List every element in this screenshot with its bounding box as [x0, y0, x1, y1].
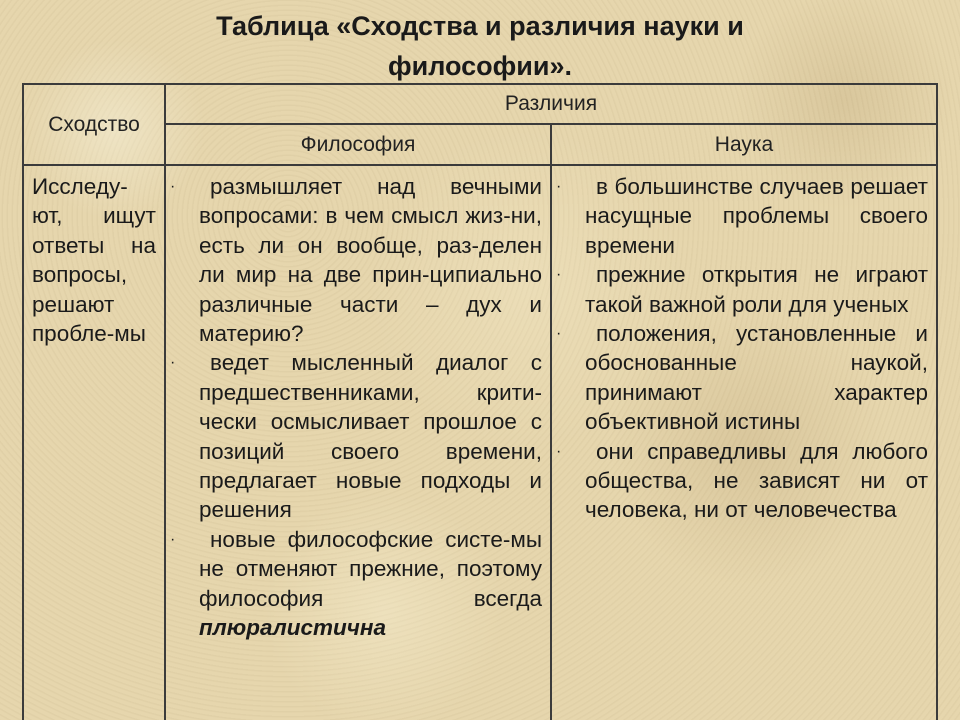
- science-item: [554, 437, 928, 525]
- title-line-2: философии».: [387, 51, 572, 81]
- page-title: [0, 6, 960, 86]
- bullet: ·: [556, 442, 562, 460]
- science-item-text: в большинстве случаев решает насущные проблемы своего времени: [585, 174, 928, 258]
- bullet: ·: [556, 266, 562, 284]
- philosophy-item-text: [199, 525, 542, 643]
- bullet: ·: [170, 178, 176, 195]
- philosophy-emphasis: плюралистична: [199, 615, 386, 641]
- philosophy-list: [168, 172, 542, 643]
- column-divider-philosophy-science: [550, 123, 552, 720]
- header-philosophy: Философия: [300, 132, 416, 156]
- philosophy-item-text: размышляет над вечными вопросами: в чем смысл жиз-ни, есть ли он вообще, раз-делен ли мир на две прин-ципиально различные части – дух и материю?: [199, 174, 542, 347]
- similarity-text: Исследу-ют, ищут ответы на вопросы, решают пробле-мы: [32, 174, 156, 347]
- philosophy-item: [168, 525, 542, 643]
- science-item-text: прежние открытия не играют такой важной роли для ученых: [585, 262, 928, 317]
- table-border-left: [22, 83, 24, 720]
- bullet: ·: [170, 530, 176, 548]
- science-item-text: положения, установленные и обоснованные наукой, принимают характер объективной истины: [585, 321, 928, 435]
- title-line-1: Таблица «Сходства и различия науки и: [216, 11, 744, 41]
- science-item: [554, 172, 928, 260]
- science-list: [554, 172, 928, 525]
- philosophy-item-text-main: новые философские систе-мы не отменяют прежние, поэтому философия всегда: [199, 526, 542, 611]
- header-differences: Различия: [504, 92, 598, 115]
- bullet: ·: [170, 354, 176, 372]
- philosophy-item-text: ведет мысленный диалог с предшественниками, крити-чески осмысливает прошлое с позиций своего времени, предлагает новые подходы и решения: [199, 350, 542, 523]
- philosophy-item: [168, 172, 542, 348]
- science-item: [554, 260, 928, 319]
- bullet: ·: [556, 325, 562, 343]
- bullet: ·: [556, 178, 562, 195]
- science-item: [554, 319, 928, 437]
- header-similarity: Сходство: [48, 112, 140, 136]
- row-divider-header-body: [22, 164, 938, 166]
- science-item-text: они справедливы для любого общества, не зависят ни от человека, ни от человечества: [585, 438, 928, 523]
- header-science: Наука: [714, 132, 774, 156]
- philosophy-item: [168, 348, 542, 524]
- column-divider-similarity: [164, 83, 166, 720]
- table-border-right: [936, 83, 938, 720]
